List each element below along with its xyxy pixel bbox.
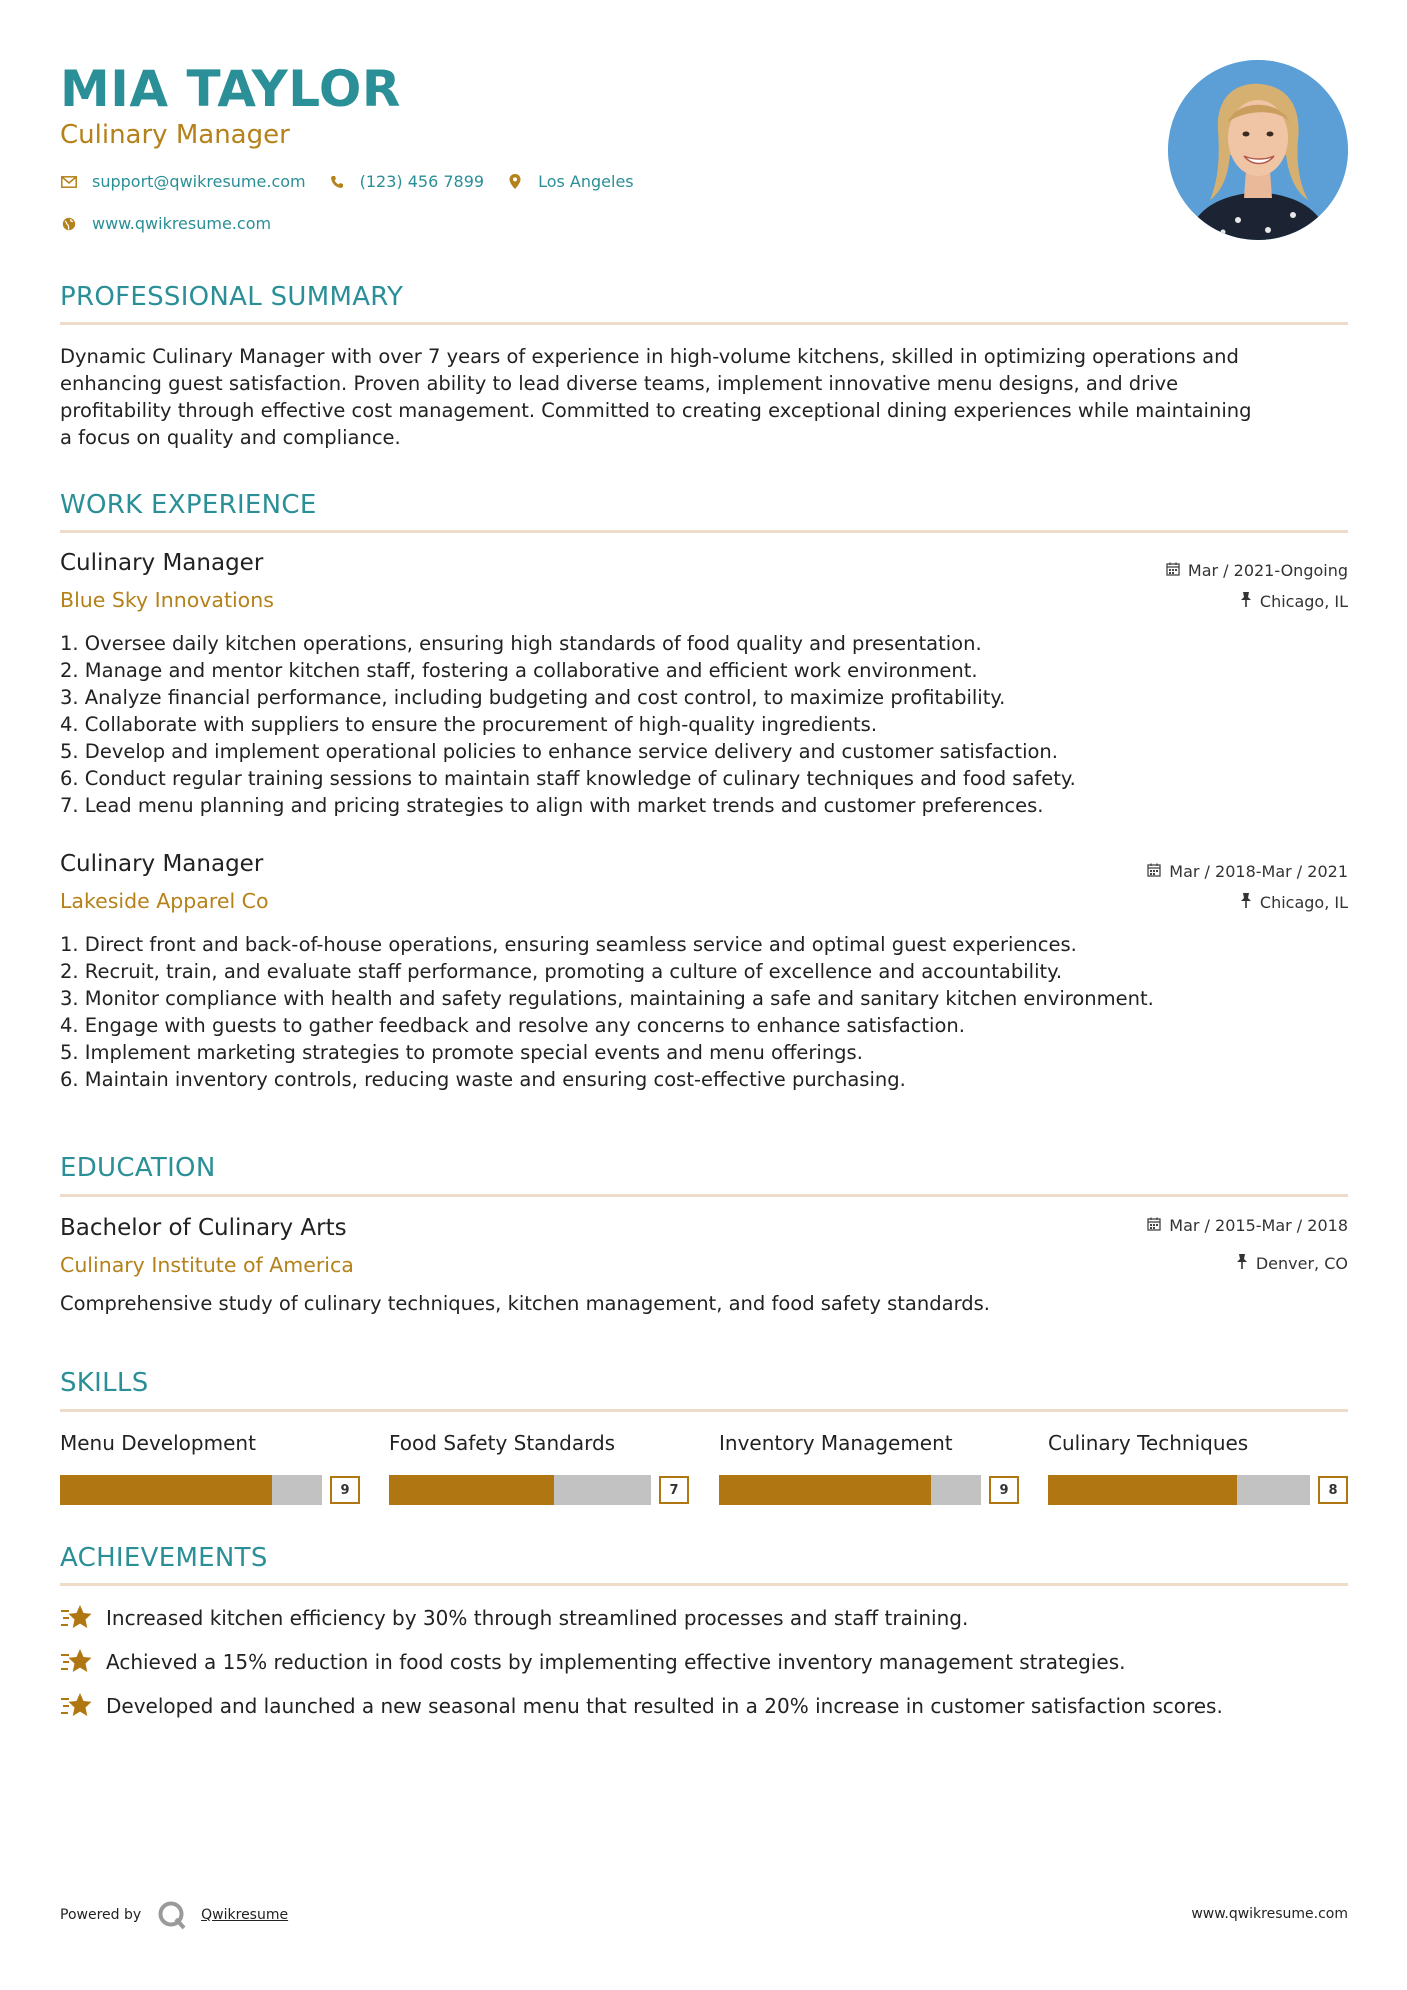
calendar-icon: [1166, 562, 1180, 580]
job-duties: [60, 630, 1348, 819]
achievements-heading: ACHIEVEMENTS: [60, 1543, 268, 1573]
map-pin-icon: [506, 174, 524, 189]
achievements-divider: [60, 1583, 1348, 1586]
skill-name: Food Safety Standards: [389, 1431, 616, 1455]
skill-bar-fill: [389, 1475, 554, 1505]
duty-item: 3. Monitor compliance with health and safety regulations, maintaining a safe and sanitary kitchen environment.: [60, 987, 1154, 1010]
duty-item: 3. Analyze financial performance, including budgeting and cost control, to maximize profitability.: [60, 686, 1006, 709]
star-award-icon: [60, 1691, 92, 1721]
duty-item: 6. Maintain inventory controls, reducing waste and ensuring cost-effective purchasing.: [60, 1068, 906, 1091]
contact-location: [506, 172, 634, 191]
duty-item: 1. Direct front and back-of-house operations, ensuring seamless service and optimal guest experiences.: [60, 933, 1077, 956]
footer-powered-by: [60, 1900, 288, 1930]
experience-divider: [60, 530, 1348, 533]
skill-bar-fill: [1048, 1475, 1237, 1505]
skill-name: Culinary Techniques: [1048, 1431, 1249, 1455]
email-text: support@qwikresume.com: [92, 172, 306, 191]
job-location-text: Chicago, IL: [1259, 893, 1348, 912]
contact-row: [60, 172, 656, 191]
job-company: Blue Sky Innovations: [60, 588, 274, 612]
skill-level-badge: 9: [330, 1476, 360, 1504]
education-location: [1236, 1254, 1348, 1273]
skill-name: Inventory Management: [719, 1431, 953, 1455]
globe-icon: [60, 217, 78, 231]
envelope-icon: [60, 176, 78, 188]
education-heading: EDUCATION: [60, 1153, 216, 1183]
qwikresume-logo-icon: [157, 1900, 187, 1930]
profile-photo: [1168, 60, 1348, 240]
education-date: [1147, 1216, 1348, 1235]
achievement-item: [60, 1603, 968, 1633]
education-divider: [60, 1194, 1348, 1197]
skill-name: Menu Development: [60, 1431, 256, 1455]
achievement-text: Increased kitchen efficiency by 30% through streamlined processes and staff training.: [106, 1606, 969, 1630]
footer-website[interactable]: www.qwikresume.com: [1191, 1906, 1348, 1922]
skill-item: [1048, 1431, 1348, 1498]
duty-item: 1. Oversee daily kitchen operations, ensuring high standards of food quality and presentation.: [60, 632, 982, 655]
education-date-text: Mar / 2015-Mar / 2018: [1169, 1216, 1348, 1235]
job-role: Culinary Manager: [60, 851, 264, 877]
qwikresume-link[interactable]: Qwikresume: [201, 1907, 289, 1923]
duty-item: 2. Manage and mentor kitchen staff, fostering a collaborative and efficient work environment.: [60, 659, 978, 682]
duty-item: 5. Develop and implement operational policies to enhance service delivery and customer satisfaction.: [60, 740, 1058, 763]
contact-email[interactable]: [60, 172, 306, 191]
contact-website[interactable]: [60, 214, 271, 233]
job-location: [1240, 893, 1348, 912]
job-location-text: Chicago, IL: [1259, 592, 1348, 611]
education-location-text: Denver, CO: [1255, 1254, 1348, 1273]
summary-heading: PROFESSIONAL SUMMARY: [60, 282, 404, 312]
skills-divider: [60, 1409, 1348, 1412]
contact-phone[interactable]: [328, 172, 484, 191]
calendar-icon: [1147, 1217, 1161, 1235]
achievement-text: Developed and launched a new seasonal menu that resulted in a 20% increase in customer satisfaction scores.: [106, 1694, 1223, 1718]
duty-item: 4. Collaborate with suppliers to ensure the procurement of high-quality ingredients.: [60, 713, 878, 736]
education-description: Comprehensive study of culinary techniques, kitchen management, and food safety standards.: [60, 1292, 990, 1315]
duty-item: 5. Implement marketing strategies to promote special events and menu offerings.: [60, 1041, 863, 1064]
job-duties: [60, 931, 1348, 1093]
achievement-item: [60, 1647, 1125, 1677]
skill-bar: [719, 1475, 1019, 1505]
skill-bar-fill: [719, 1475, 931, 1505]
skill-level-badge: 9: [989, 1476, 1019, 1504]
skills-heading: SKILLS: [60, 1368, 149, 1398]
skill-bar: [389, 1475, 689, 1505]
job-role: Culinary Manager: [60, 550, 264, 576]
skill-item: [60, 1431, 360, 1498]
summary-text: [60, 343, 1348, 451]
candidate-title: Culinary Manager: [60, 120, 290, 150]
star-award-icon: [60, 1647, 92, 1677]
pushpin-icon: [1240, 893, 1252, 912]
phone-text: (123) 456 7899: [359, 172, 485, 191]
pushpin-icon: [1240, 592, 1252, 611]
star-award-icon: [60, 1603, 92, 1633]
education-school: Culinary Institute of America: [60, 1253, 354, 1277]
duty-item: 6. Conduct regular training sessions to maintain staff knowledge of culinary techniques and food safety.: [60, 767, 1076, 790]
summary-line: profitability through effective cost management. Committed to creating exceptional dining experiences while maintaining: [60, 399, 1252, 422]
duty-item: 2. Recruit, train, and evaluate staff performance, promoting a culture of excellence and accountability.: [60, 960, 1063, 983]
duty-item: 4. Engage with guests to gather feedback and resolve any concerns to enhance satisfaction.: [60, 1014, 965, 1037]
summary-divider: [60, 322, 1348, 325]
job-date: [1147, 862, 1348, 881]
experience-heading: WORK EXPERIENCE: [60, 490, 317, 520]
summary-line: enhancing guest satisfaction. Proven ability to lead diverse teams, implement innovative menu designs, and drive: [60, 372, 1179, 395]
skill-item: [389, 1431, 689, 1498]
skill-bar: [1048, 1475, 1348, 1505]
location-text: Los Angeles: [538, 172, 634, 191]
education-degree: Bachelor of Culinary Arts: [60, 1215, 347, 1241]
job-date-text: Mar / 2021-Ongoing: [1187, 561, 1348, 580]
skill-bar-fill: [60, 1475, 272, 1505]
pushpin-icon: [1236, 1254, 1248, 1273]
skill-level-badge: 8: [1318, 1476, 1348, 1504]
job-date: [1166, 561, 1348, 580]
summary-line: Dynamic Culinary Manager with over 7 years of experience in high-volume kitchens, skilled in optimizing operations and: [60, 345, 1239, 368]
candidate-name: MIA TAYLOR: [60, 60, 401, 118]
summary-line: a focus on quality and compliance.: [60, 426, 401, 449]
duty-item: 7. Lead menu planning and pricing strategies to align with market trends and customer preferences.: [60, 794, 1044, 817]
skill-level-badge: 7: [659, 1476, 689, 1504]
achievement-item: [60, 1691, 1223, 1721]
website-text: www.qwikresume.com: [92, 214, 272, 233]
skill-bar: [60, 1475, 360, 1505]
achievement-text: Achieved a 15% reduction in food costs by implementing effective inventory management strategies.: [106, 1650, 1126, 1674]
job-location: [1240, 592, 1348, 611]
calendar-icon: [1147, 863, 1161, 881]
contact-row-2: [60, 214, 293, 233]
job-company: Lakeside Apparel Co: [60, 889, 269, 913]
powered-by-label: Powered by: [60, 1907, 142, 1923]
skill-item: [719, 1431, 1019, 1498]
phone-icon: [328, 175, 346, 189]
job-date-text: Mar / 2018-Mar / 2021: [1169, 862, 1348, 881]
